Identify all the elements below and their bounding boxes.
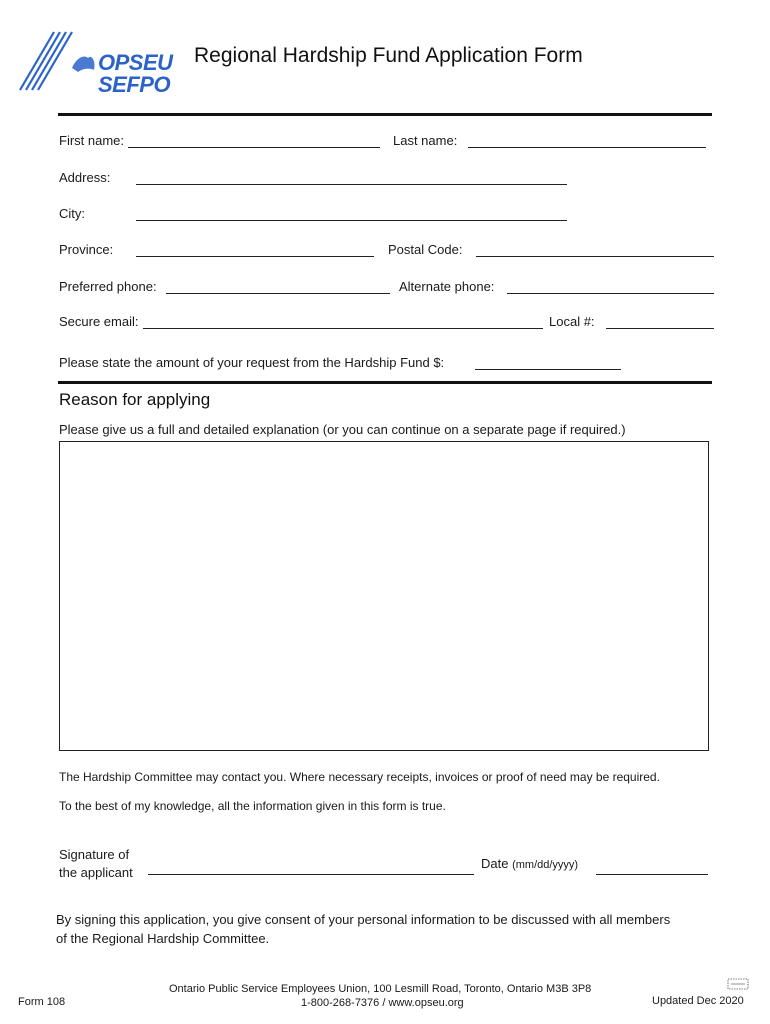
- date-label: [481, 856, 578, 871]
- address-field[interactable]: [136, 168, 567, 185]
- page-title: Regional Hardship Fund Application Form: [194, 44, 583, 67]
- date-format-hint: (mm/dd/yyyy): [512, 859, 579, 871]
- first-name-label: First name:: [59, 133, 125, 148]
- logo-text-sefpo: SEFPO: [98, 72, 171, 97]
- local-number-field[interactable]: [606, 312, 714, 329]
- truth-statement: To the best of my knowledge, all the information given in this form is true.: [59, 799, 446, 813]
- alternate-phone-field[interactable]: [507, 277, 714, 294]
- city-field[interactable]: [136, 204, 567, 221]
- opseu-logo: [18, 28, 178, 96]
- reason-instruction: Please give us a full and detailed explanation (or you can continue on a separate page if required.): [59, 422, 626, 437]
- postal-code-label: Postal Code:: [388, 242, 463, 257]
- date-field[interactable]: [596, 858, 708, 875]
- secure-email-label: Secure email:: [59, 314, 139, 329]
- logo-stripes-icon: [18, 28, 98, 94]
- province-field[interactable]: [136, 240, 374, 257]
- footer-address: Ontario Public Service Employees Union, 100 Lesmill Road, Toronto, Ontario M3B 3P8: [169, 983, 592, 995]
- preferred-phone-label: Preferred phone:: [59, 279, 157, 294]
- contact-notice: The Hardship Committee may contact you. Where necessary receipts, invoices or proof of need may be required.: [59, 770, 660, 784]
- last-name-field[interactable]: [468, 131, 706, 148]
- footer-contact: 1-800-268-7376 / www.opseu.org: [301, 997, 464, 1009]
- section-divider: [58, 381, 712, 384]
- union-label-mark: [727, 977, 749, 989]
- amount-label: Please state the amount of your request from the Hardship Fund $:: [59, 355, 445, 370]
- reason-heading: Reason for applying: [59, 390, 211, 409]
- preferred-phone-field[interactable]: [166, 277, 390, 294]
- union-bug-icon: [727, 978, 749, 990]
- consent-line2: of the Regional Hardship Committee.: [56, 931, 270, 946]
- first-name-field[interactable]: [128, 131, 380, 148]
- reason-textarea[interactable]: [59, 441, 709, 751]
- city-label: City:: [59, 206, 85, 221]
- consent-line1: By signing this application, you give consent of your personal information to be discussed with all members: [56, 912, 671, 927]
- signature-label-line1: Signature of: [59, 847, 130, 862]
- updated-date: Updated Dec 2020: [652, 995, 744, 1007]
- postal-code-field[interactable]: [476, 240, 714, 257]
- province-label: Province:: [59, 242, 114, 257]
- local-number-label: Local #:: [549, 314, 595, 329]
- amount-field[interactable]: [475, 353, 621, 370]
- signature-label-line2: the applicant: [59, 865, 133, 880]
- secure-email-field[interactable]: [143, 312, 543, 329]
- alternate-phone-label: Alternate phone:: [399, 279, 495, 294]
- title-divider: [58, 113, 712, 116]
- last-name-label: Last name:: [393, 133, 458, 148]
- date-label-text: Date: [481, 856, 509, 871]
- address-label: Address:: [59, 170, 111, 185]
- signature-field[interactable]: [148, 858, 474, 875]
- form-number: Form 108: [18, 996, 66, 1008]
- logo-text-opseu: OPSEU: [98, 50, 173, 75]
